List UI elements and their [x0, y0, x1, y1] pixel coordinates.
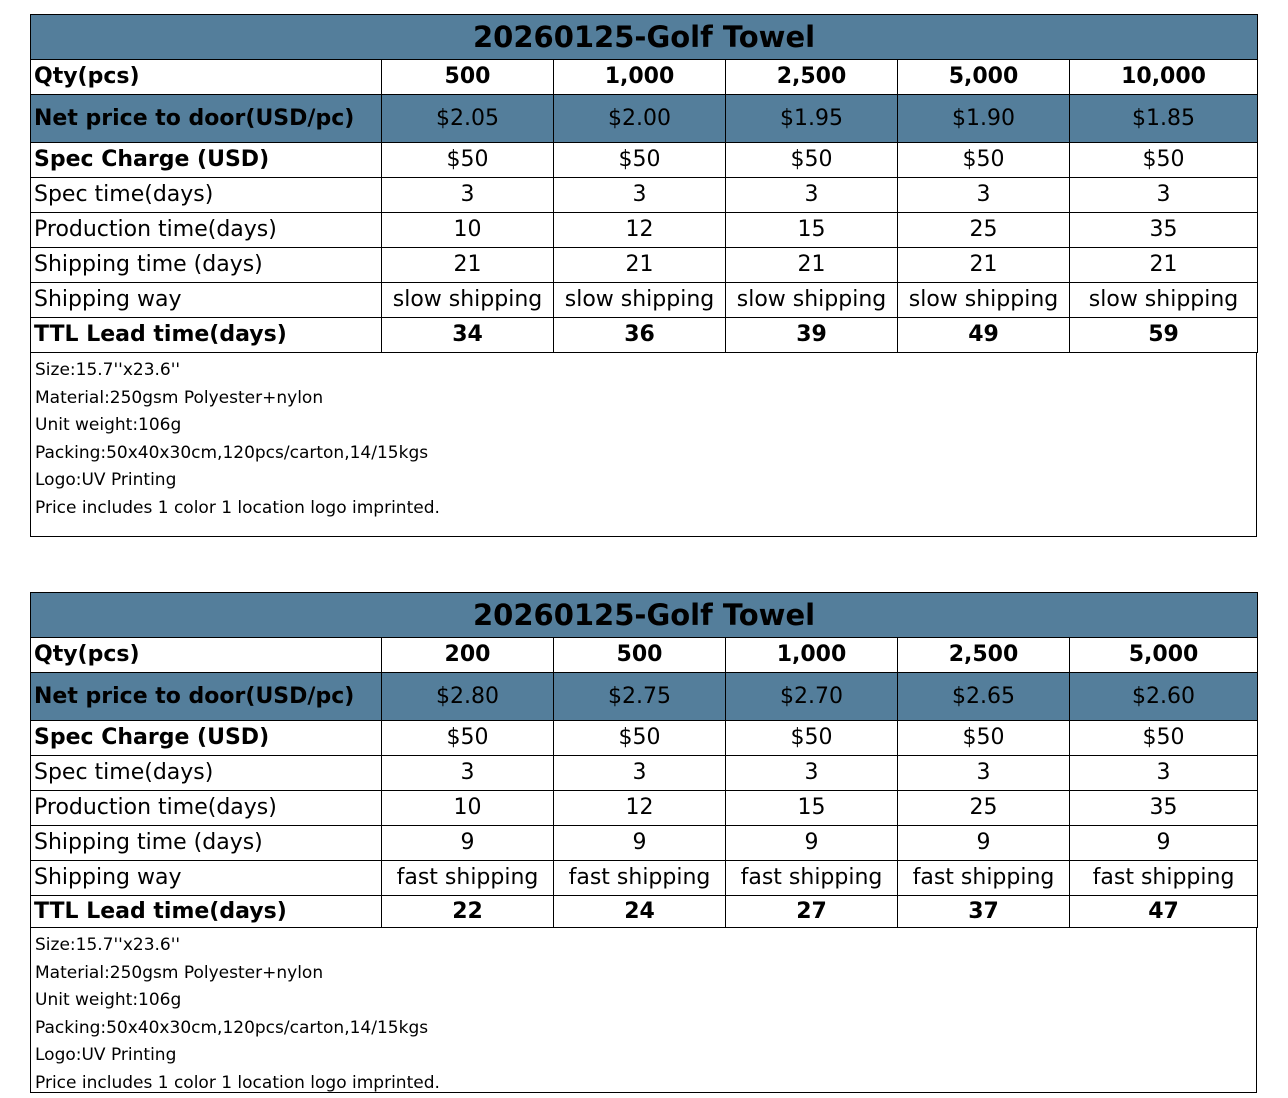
- shipping-time-cell: 9: [382, 826, 554, 861]
- note-packing: Packing:50x40x30cm,120pcs/carton,14/15kgs: [35, 442, 429, 463]
- spec-time-cell: 3: [898, 756, 1070, 791]
- net-price-row: [31, 95, 1258, 143]
- production-time-row: [31, 791, 1258, 826]
- shipping-time-row: [31, 826, 1258, 861]
- spec-charge-cell: $50: [898, 721, 1070, 756]
- shipping-time-cell: 9: [898, 826, 1070, 861]
- price-cell: $1.90: [898, 95, 1070, 143]
- row-label: Net price to door(USD/pc): [31, 673, 382, 721]
- production-time-cell: 10: [382, 213, 554, 248]
- product-notes: [30, 353, 1257, 537]
- qty-row: [31, 60, 1258, 95]
- qty-cell: 2,500: [726, 60, 898, 95]
- price-sheet-fast-shipping: [30, 592, 1257, 1093]
- row-label: Shipping way: [31, 283, 382, 318]
- qty-cell: 200: [382, 638, 554, 673]
- note-size: Size:15.7''x23.6'': [35, 360, 181, 380]
- row-label: Spec time(days): [31, 756, 382, 791]
- shipping-time-cell: 9: [554, 826, 726, 861]
- spec-charge-cell: $50: [382, 721, 554, 756]
- row-label: Qty(pcs): [31, 60, 382, 95]
- note-price-includes: Price includes 1 color 1 location logo imprinted.: [35, 497, 440, 518]
- production-time-cell: 35: [1070, 791, 1258, 826]
- shipping-time-cell: 21: [1070, 248, 1258, 283]
- shipping-way-cell: slow shipping: [382, 283, 554, 318]
- shipping-way-cell: slow shipping: [554, 283, 726, 318]
- row-label: Qty(pcs): [31, 638, 382, 673]
- ttl-lead-time-row: [31, 896, 1258, 928]
- lead-time-cell: 36: [554, 318, 726, 353]
- spec-charge-cell: $50: [554, 143, 726, 178]
- production-time-cell: 25: [898, 791, 1070, 826]
- price-cell: $2.80: [382, 673, 554, 721]
- row-label: Shipping time (days): [31, 248, 382, 283]
- shipping-time-cell: 21: [554, 248, 726, 283]
- shipping-time-row: [31, 248, 1258, 283]
- row-label: Spec Charge (USD): [31, 721, 382, 756]
- production-time-cell: 15: [726, 791, 898, 826]
- row-label: Production time(days): [31, 791, 382, 826]
- qty-cell: 1,000: [554, 60, 726, 95]
- shipping-way-cell: slow shipping: [898, 283, 1070, 318]
- qty-cell: 500: [382, 60, 554, 95]
- table-title: 20260125-Golf Towel: [31, 593, 1258, 638]
- net-price-row: [31, 673, 1258, 721]
- spec-charge-cell: $50: [898, 143, 1070, 178]
- price-cell: $2.00: [554, 95, 726, 143]
- row-label: TTL Lead time(days): [31, 896, 382, 928]
- note-size: Size:15.7''x23.6'': [35, 935, 181, 955]
- shipping-time-cell: 21: [726, 248, 898, 283]
- shipping-way-cell: fast shipping: [726, 861, 898, 896]
- price-cell: $2.75: [554, 673, 726, 721]
- note-material: Material:250gsm Polyester+nylon: [35, 387, 324, 408]
- spec-time-cell: 3: [1070, 756, 1258, 791]
- qty-cell: 2,500: [898, 638, 1070, 673]
- spec-time-row: [31, 178, 1258, 213]
- note-logo: Logo:UV Printing: [35, 470, 177, 491]
- table-title: 20260125-Golf Towel: [31, 15, 1258, 60]
- shipping-way-cell: fast shipping: [1070, 861, 1258, 896]
- shipping-way-row: [31, 283, 1258, 318]
- note-unit-weight: Unit weight:106g: [35, 415, 182, 436]
- spec-charge-cell: $50: [382, 143, 554, 178]
- table-title-row: [31, 593, 1258, 638]
- row-label: Spec time(days): [31, 178, 382, 213]
- shipping-way-cell: slow shipping: [726, 283, 898, 318]
- shipping-way-cell: fast shipping: [382, 861, 554, 896]
- shipping-time-cell: 9: [726, 826, 898, 861]
- lead-time-cell: 27: [726, 896, 898, 928]
- spec-charge-cell: $50: [726, 721, 898, 756]
- lead-time-cell: 22: [382, 896, 554, 928]
- spec-time-row: [31, 756, 1258, 791]
- shipping-time-cell: 21: [382, 248, 554, 283]
- note-material: Material:250gsm Polyester+nylon: [35, 962, 324, 983]
- spec-time-cell: 3: [898, 178, 1070, 213]
- ttl-lead-time-row: [31, 318, 1258, 353]
- shipping-way-row: [31, 861, 1258, 896]
- spec-charge-cell: $50: [1070, 143, 1258, 178]
- production-time-cell: 15: [726, 213, 898, 248]
- note-unit-weight: Unit weight:106g: [35, 990, 182, 1011]
- lead-time-cell: 37: [898, 896, 1070, 928]
- price-cell: $2.05: [382, 95, 554, 143]
- price-cell: $2.65: [898, 673, 1070, 721]
- product-notes: [30, 928, 1257, 1093]
- price-cell: $2.60: [1070, 673, 1258, 721]
- price-table: [30, 14, 1258, 353]
- row-label: Shipping time (days): [31, 826, 382, 861]
- qty-cell: 5,000: [1070, 638, 1258, 673]
- qty-cell: 10,000: [1070, 60, 1258, 95]
- spec-time-cell: 3: [382, 178, 554, 213]
- spec-charge-cell: $50: [1070, 721, 1258, 756]
- qty-cell: 1,000: [726, 638, 898, 673]
- row-label: Net price to door(USD/pc): [31, 95, 382, 143]
- shipping-way-cell: slow shipping: [1070, 283, 1258, 318]
- row-label: Shipping way: [31, 861, 382, 896]
- lead-time-cell: 34: [382, 318, 554, 353]
- note-logo: Logo:UV Printing: [35, 1045, 177, 1066]
- production-time-cell: 35: [1070, 213, 1258, 248]
- shipping-way-cell: fast shipping: [554, 861, 726, 896]
- price-sheet-slow-shipping: [30, 14, 1257, 537]
- production-time-cell: 12: [554, 791, 726, 826]
- table-title-row: [31, 15, 1258, 60]
- production-time-row: [31, 213, 1258, 248]
- spec-time-cell: 3: [554, 178, 726, 213]
- qty-row: [31, 638, 1258, 673]
- shipping-way-cell: fast shipping: [898, 861, 1070, 896]
- row-label: TTL Lead time(days): [31, 318, 382, 353]
- production-time-cell: 10: [382, 791, 554, 826]
- spec-charge-row: [31, 143, 1258, 178]
- spec-charge-cell: $50: [554, 721, 726, 756]
- lead-time-cell: 49: [898, 318, 1070, 353]
- row-label: Production time(days): [31, 213, 382, 248]
- lead-time-cell: 59: [1070, 318, 1258, 353]
- qty-cell: 5,000: [898, 60, 1070, 95]
- spec-time-cell: 3: [554, 756, 726, 791]
- spec-time-cell: 3: [1070, 178, 1258, 213]
- production-time-cell: 12: [554, 213, 726, 248]
- price-table: [30, 592, 1258, 928]
- price-cell: $1.85: [1070, 95, 1258, 143]
- lead-time-cell: 24: [554, 896, 726, 928]
- shipping-time-cell: 21: [898, 248, 1070, 283]
- spec-time-cell: 3: [726, 178, 898, 213]
- spec-charge-cell: $50: [726, 143, 898, 178]
- shipping-time-cell: 9: [1070, 826, 1258, 861]
- price-cell: $1.95: [726, 95, 898, 143]
- production-time-cell: 25: [898, 213, 1070, 248]
- lead-time-cell: 47: [1070, 896, 1258, 928]
- spec-charge-row: [31, 721, 1258, 756]
- spec-time-cell: 3: [382, 756, 554, 791]
- note-price-includes: Price includes 1 color 1 location logo imprinted.: [35, 1072, 440, 1093]
- note-packing: Packing:50x40x30cm,120pcs/carton,14/15kgs: [35, 1017, 429, 1038]
- price-cell: $2.70: [726, 673, 898, 721]
- row-label: Spec Charge (USD): [31, 143, 382, 178]
- lead-time-cell: 39: [726, 318, 898, 353]
- spec-time-cell: 3: [726, 756, 898, 791]
- qty-cell: 500: [554, 638, 726, 673]
